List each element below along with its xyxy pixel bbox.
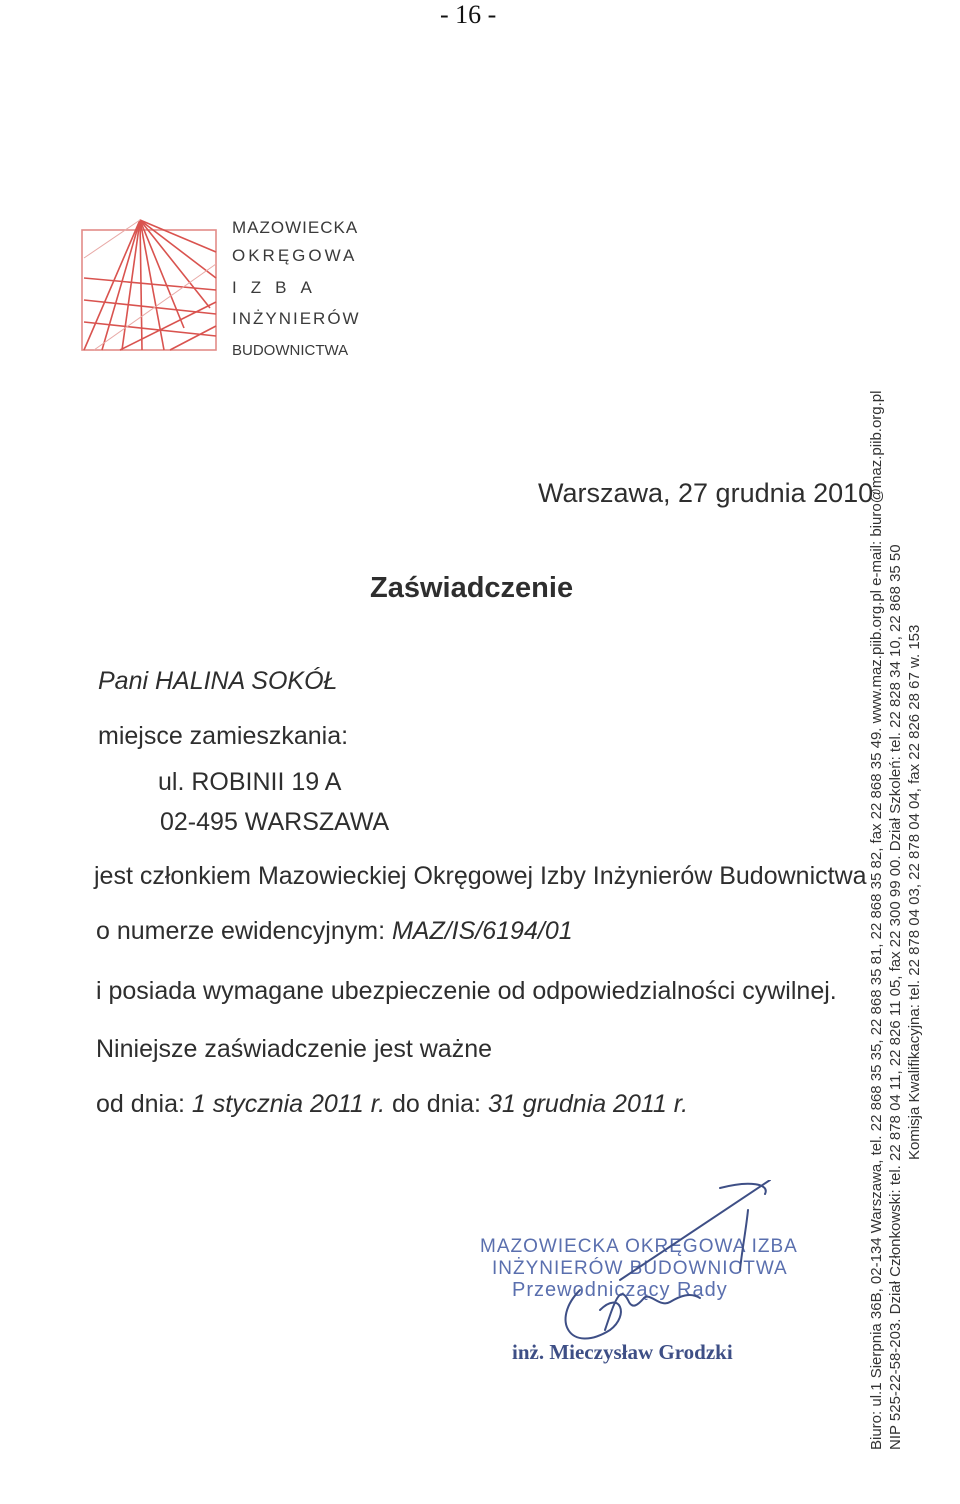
org-name-line-4: INŻYNIERÓW <box>232 309 361 328</box>
recipient-name: Pani HALINA SOKÓŁ <box>98 667 338 695</box>
footer-line-3: Komisja Kwalifikacyjna: tel. 22 878 04 03, 22 878 04 04, fax 22 826 28 67 w. 153 <box>906 624 923 1160</box>
org-logo-icon <box>80 218 220 358</box>
registration-number: MAZ/IS/6194/01 <box>391 917 573 945</box>
address-label: miejsce zamieszkania: <box>98 722 349 750</box>
stamp-line-1: MAZOWIECKA OKRĘGOWA IZBA <box>480 1236 798 1257</box>
address-city: 02-495 WARSZAWA <box>160 808 390 836</box>
stamp-line-2: INŻYNIERÓW BUDOWNICTWA <box>492 1258 788 1279</box>
org-name-line-3: IZBA <box>232 278 326 297</box>
org-name-line-2: OKRĘGOWA <box>232 246 358 265</box>
footer-contact-block <box>868 130 948 1450</box>
document-title: Zaświadczenie <box>370 572 574 604</box>
validity-statement: Niniejsze zaświadczenie jest ważne <box>96 1035 493 1063</box>
footer-line-2: NIP 525-22-58-203. Dział Członkowski: tel. 22 878 04 11, 22 826 11 05, fax 22 300 99 00. Dział Szkoleń: tel. 22 828 34 10, 22 868 35 50 <box>887 544 904 1450</box>
registration-label: o numerze ewidencyjnym: <box>96 917 386 945</box>
address-street: ul. ROBINII 19 A <box>158 768 342 796</box>
period-from-label: od dnia: <box>96 1090 185 1118</box>
period-from-date: 1 stycznia 2011 r. <box>191 1090 386 1118</box>
validity-period <box>96 1090 688 1119</box>
stamp-signer: inż. Mieczysław Grodzki <box>512 1340 733 1364</box>
registration-line <box>96 917 573 946</box>
stamp-line-3: Przewodniczący Rady <box>512 1279 728 1301</box>
org-name-line-5: BUDOWNICTWA <box>232 342 349 359</box>
insurance-statement: i posiada wymagane ubezpieczenie od odpowiedzialności cywilnej. <box>96 977 837 1005</box>
period-to-date: 31 grudnia 2011 r. <box>487 1090 689 1118</box>
period-to-label: do dnia: <box>392 1090 481 1118</box>
membership-statement: jest członkiem Mazowieckiej Okręgowej Izby Inżynierów Budownictwa <box>94 862 867 890</box>
page-number: - 16 - <box>440 0 497 29</box>
signature-icon <box>520 1180 780 1350</box>
org-name-line-1: MAZOWIECKA <box>232 218 359 237</box>
footer-line-1: Biuro: ul.1 Sierpnia 36B, 02-134 Warszawa, tel. 22 868 35 35, 22 868 35 81, 22 868 35 82, fax 22 868 35 49. www.maz.piib.org.pl e-mail: biuro@maz.piib.org.pl <box>868 390 885 1450</box>
document-date: Warszawa, 27 grudnia 2010 <box>538 478 874 508</box>
